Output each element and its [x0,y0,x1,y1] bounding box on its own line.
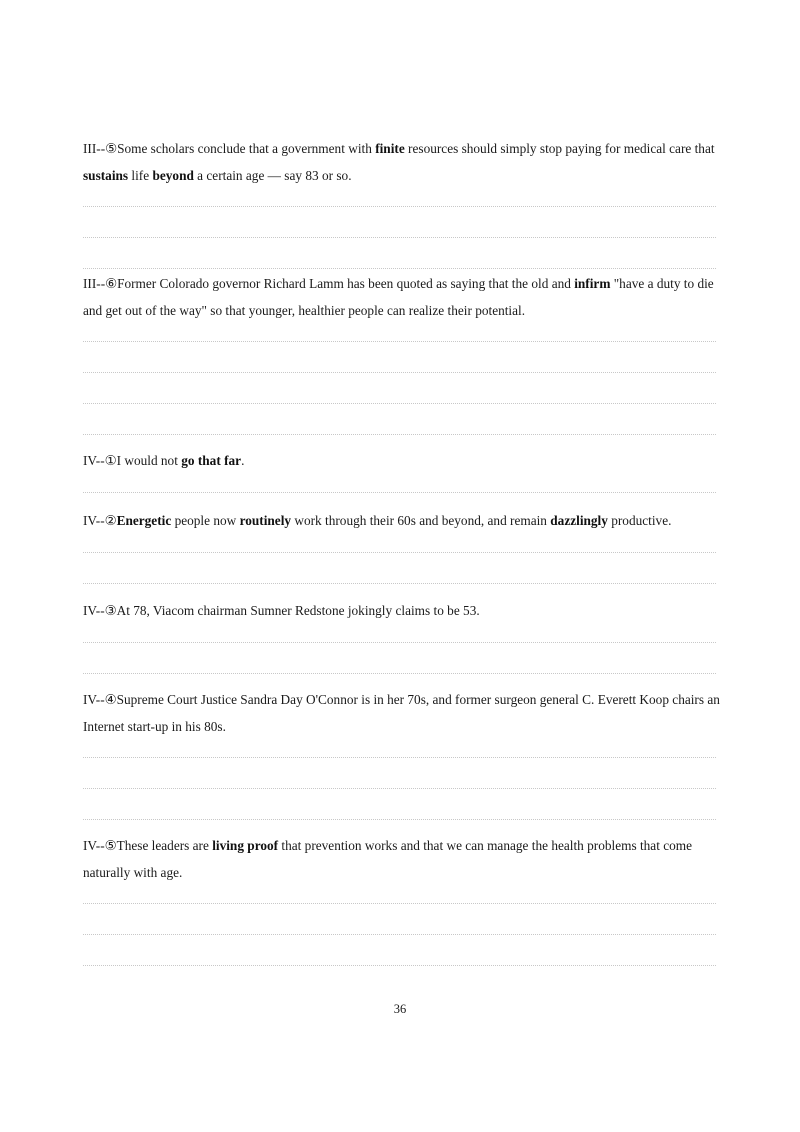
answer-line [83,403,716,404]
answer-line [83,934,716,935]
key-phrase: routinely [239,513,292,528]
sentence-number: IV--⑤ [83,838,117,853]
answer-line [83,372,716,373]
sentence-text: I would not [116,453,182,468]
sentence-number: IV--④ [83,692,117,707]
key-phrase: finite [375,141,405,156]
answer-line [83,434,716,435]
sentence-text: productive. [607,513,672,528]
key-phrase: dazzlingly [550,513,608,528]
sentence-IV-1 [83,447,723,474]
sentence-text: These leaders are [116,838,213,853]
sentence-III-5 [83,135,723,189]
sentence-number: IV--① [83,453,117,468]
sentence-text: At 78, Viacom chairman Sumner Redstone jokingly claims to be 53. [116,603,480,618]
answer-line [83,819,716,820]
sentence-text: resources should simply stop paying for medical care that [404,141,715,156]
answer-line [83,341,716,342]
sentence-IV-2 [83,507,723,534]
key-phrase: Energetic [116,513,172,528]
answer-line [83,642,716,643]
sentence-number: III--⑥ [83,276,118,291]
answer-line [83,206,716,207]
key-phrase: living proof [212,838,279,853]
sentence-IV-5 [83,832,723,886]
sentence-number: III--⑤ [83,141,118,156]
sentence-number: IV--② [83,513,117,528]
key-phrase: sustains [83,168,129,183]
answer-line [83,965,716,966]
answer-line [83,492,716,493]
sentence-text: Former Colorado governor Richard Lamm has been quoted as saying that the old and [117,276,575,291]
answer-line [83,903,716,904]
sentence-text: that prevention works and that we can manage the health problems that come naturally with age. [83,838,693,880]
answer-line [83,268,716,269]
answer-line [83,583,716,584]
answer-line [83,552,716,553]
sentence-text: "have a duty to die and get out of the way" so that younger, healthier people can realize their potential. [83,276,714,318]
key-phrase: infirm [574,276,611,291]
sentence-text: people now [171,513,240,528]
sentence-text: a certain age — say 83 or so. [193,168,352,183]
key-phrase: beyond [152,168,194,183]
sentence-text: Some scholars conclude that a government with [117,141,376,156]
sentence-III-6 [83,270,723,324]
sentence-IV-3 [83,597,723,624]
sentence-text: . [241,453,245,468]
answer-line [83,788,716,789]
answer-line [83,673,716,674]
answer-line [83,757,716,758]
answer-line [83,237,716,238]
sentence-text: Supreme Court Justice Sandra Day O'Connor is in her 70s, and former surgeon general C. Everett Koop chairs an Internet start-up in his 80s. [83,692,720,734]
sentence-text: work through their 60s and beyond, and remain [291,513,551,528]
key-phrase: go that far [181,453,242,468]
sentence-number: IV--③ [83,603,117,618]
sentence-IV-4 [83,686,723,740]
sentence-text: life [128,168,153,183]
page-number: 36 [393,1002,407,1016]
